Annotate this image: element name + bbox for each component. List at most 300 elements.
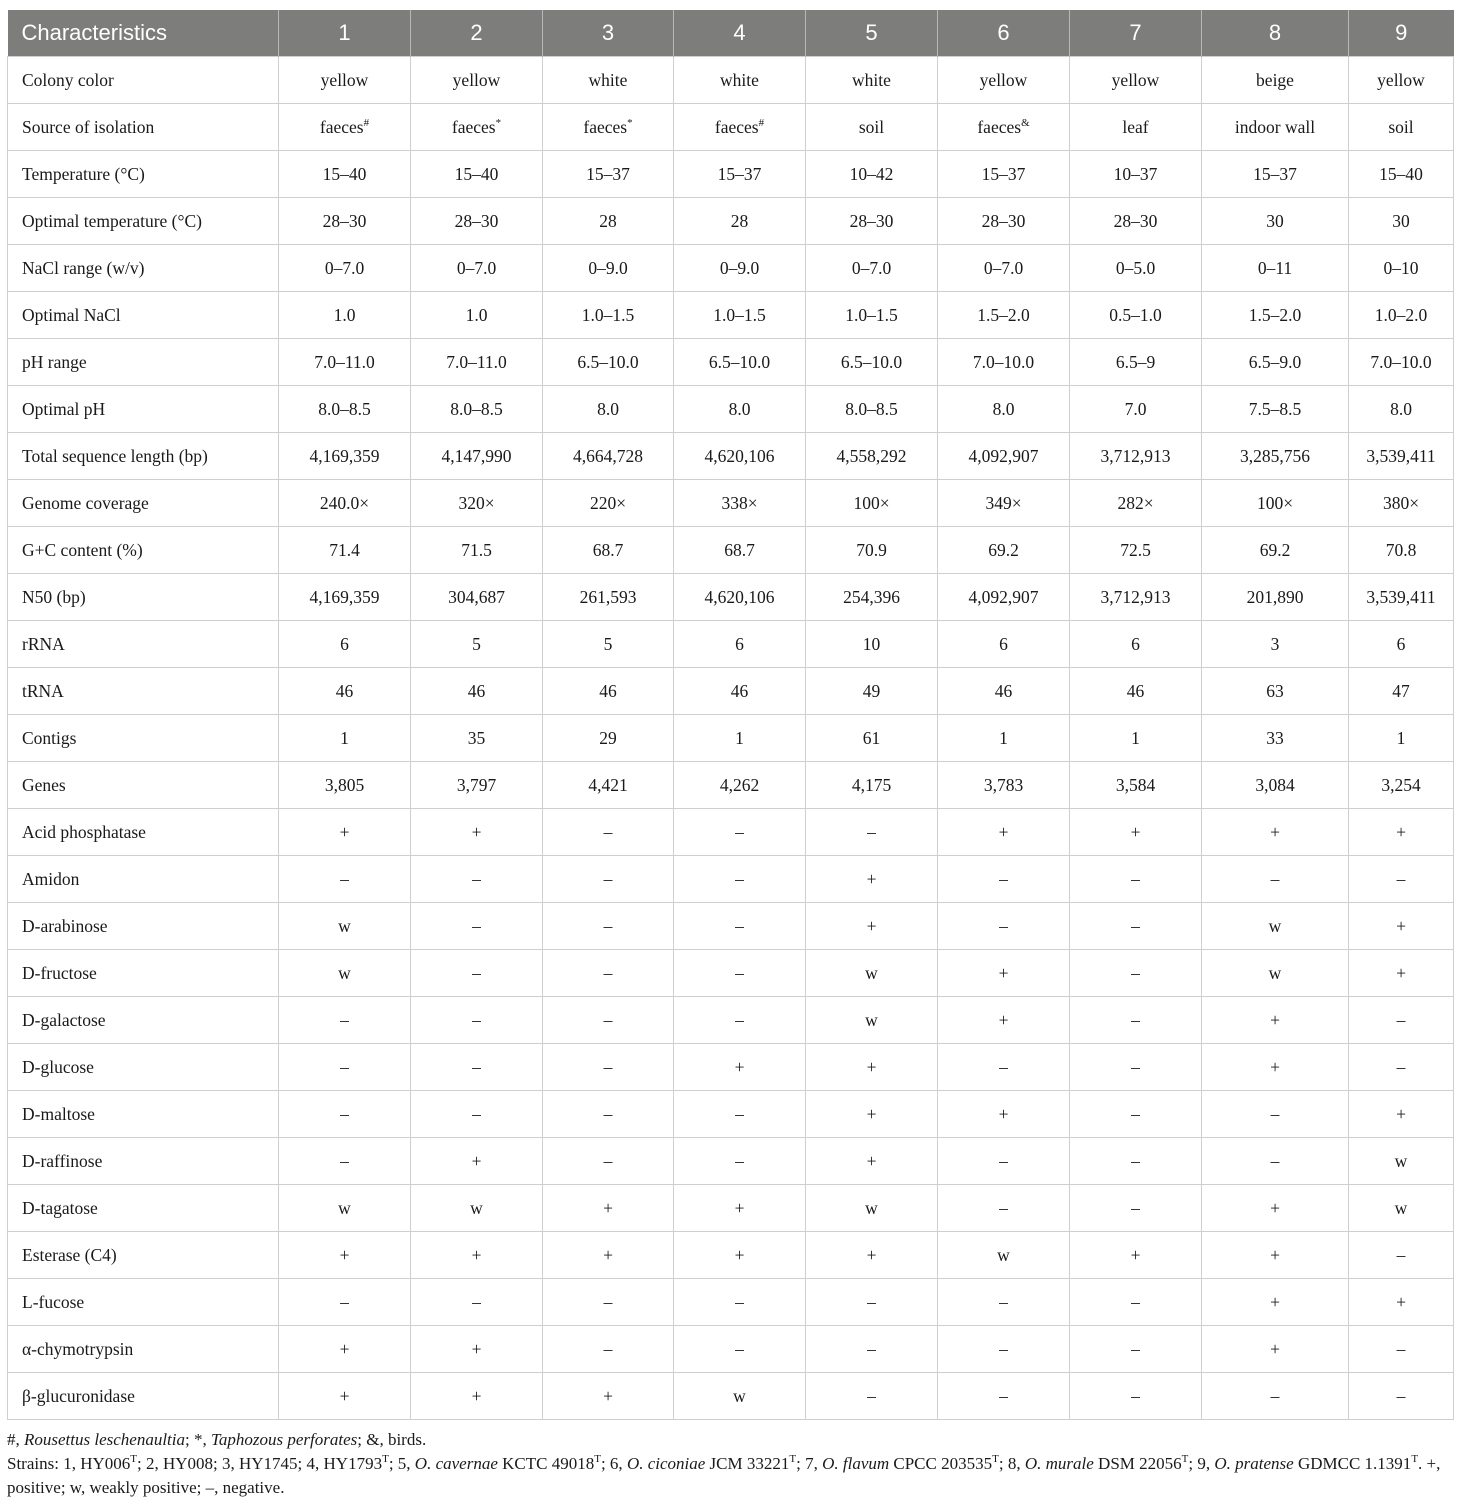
table-cell: 29 — [543, 715, 674, 762]
table-cell: – — [1070, 903, 1202, 950]
table-row — [8, 1091, 1454, 1138]
table-cell: 3 — [1202, 621, 1349, 668]
header-strain-7: 7 — [1070, 10, 1202, 57]
table-cell: w — [279, 950, 411, 997]
table-cell: 8.0–8.5 — [411, 386, 543, 433]
table-row — [8, 57, 1454, 104]
header-strain-4: 4 — [674, 10, 806, 57]
row-label: Optimal NaCl — [8, 292, 279, 339]
row-label: Genes — [8, 762, 279, 809]
table-row — [8, 104, 1454, 151]
row-label: D-maltose — [8, 1091, 279, 1138]
table-cell: + — [938, 1091, 1070, 1138]
table-cell: 8.0 — [674, 386, 806, 433]
table-cell: – — [1349, 1232, 1454, 1279]
table-cell: 30 — [1349, 198, 1454, 245]
table-cell: 70.8 — [1349, 527, 1454, 574]
row-label: Acid phosphatase — [8, 809, 279, 856]
table-cell: 220× — [543, 480, 674, 527]
table-cell: – — [938, 1326, 1070, 1373]
table-cell: w — [674, 1373, 806, 1420]
table-cell: 35 — [411, 715, 543, 762]
table-cell: – — [543, 1091, 674, 1138]
table-cell: 15–37 — [1202, 151, 1349, 198]
table-cell: – — [938, 1373, 1070, 1420]
table-cell: 1.0–1.5 — [806, 292, 938, 339]
table-cell: – — [674, 1279, 806, 1326]
table-cell: + — [279, 809, 411, 856]
table-row — [8, 809, 1454, 856]
table-cell: + — [674, 1044, 806, 1091]
table-cell: – — [1202, 1091, 1349, 1138]
table-cell: 28 — [543, 198, 674, 245]
row-label: D-fructose — [8, 950, 279, 997]
table-cell: 1.0–1.5 — [543, 292, 674, 339]
table-cell: 320× — [411, 480, 543, 527]
table-cell: 254,396 — [806, 574, 938, 621]
table-cell: 71.5 — [411, 527, 543, 574]
table-cell: – — [938, 1279, 1070, 1326]
table-cell: – — [1070, 1373, 1202, 1420]
table-row — [8, 903, 1454, 950]
table-cell: + — [1070, 809, 1202, 856]
table-row — [8, 292, 1454, 339]
table-row — [8, 574, 1454, 621]
table-cell: + — [279, 1326, 411, 1373]
table-cell: 8.0 — [1349, 386, 1454, 433]
table-cell: – — [279, 1044, 411, 1091]
table-cell: – — [1349, 1044, 1454, 1091]
table-cell: 4,262 — [674, 762, 806, 809]
table-cell: 10 — [806, 621, 938, 668]
table-cell: 15–40 — [279, 151, 411, 198]
table-cell: – — [1070, 1326, 1202, 1373]
table-cell: 28–30 — [1070, 198, 1202, 245]
table-cell: 380× — [1349, 480, 1454, 527]
table-cell: – — [806, 1279, 938, 1326]
table-cell: 15–40 — [1349, 151, 1454, 198]
table-cell: – — [411, 997, 543, 1044]
table-cell: 1 — [1070, 715, 1202, 762]
table-cell: faeces& — [938, 104, 1070, 151]
table-cell: + — [1202, 1326, 1349, 1373]
comparison-table — [7, 10, 1454, 1420]
table-cell: + — [1202, 1185, 1349, 1232]
table-cell: – — [1070, 1279, 1202, 1326]
table-cell: + — [411, 1232, 543, 1279]
table-cell: 70.9 — [806, 527, 938, 574]
table-cell: 6.5–10.0 — [806, 339, 938, 386]
row-label: rRNA — [8, 621, 279, 668]
table-cell: – — [543, 1279, 674, 1326]
table-cell: 5 — [543, 621, 674, 668]
table-cell: 100× — [1202, 480, 1349, 527]
table-cell: 69.2 — [938, 527, 1070, 574]
table-cell: 33 — [1202, 715, 1349, 762]
table-row — [8, 1373, 1454, 1420]
row-label: D-raffinose — [8, 1138, 279, 1185]
table-cell: – — [1070, 1185, 1202, 1232]
table-cell: yellow — [411, 57, 543, 104]
table-cell: 3,084 — [1202, 762, 1349, 809]
table-row — [8, 997, 1454, 1044]
table-cell: faeces# — [279, 104, 411, 151]
table-cell: – — [411, 950, 543, 997]
table-cell: – — [279, 997, 411, 1044]
table-cell: yellow — [938, 57, 1070, 104]
table-cell: – — [674, 809, 806, 856]
table-cell: w — [279, 903, 411, 950]
table-cell: w — [806, 1185, 938, 1232]
table-cell: + — [1202, 1279, 1349, 1326]
table-cell: + — [806, 1044, 938, 1091]
table-cell: – — [1070, 856, 1202, 903]
table-cell: – — [674, 856, 806, 903]
table-cell: 0–9.0 — [674, 245, 806, 292]
table-cell: 4,620,106 — [674, 574, 806, 621]
table-cell: 46 — [1070, 668, 1202, 715]
table-cell: – — [411, 1044, 543, 1091]
table-cell: 28 — [674, 198, 806, 245]
table-cell: – — [1349, 997, 1454, 1044]
table-cell: + — [806, 1091, 938, 1138]
row-label: Optimal temperature (°C) — [8, 198, 279, 245]
table-cell: 6 — [674, 621, 806, 668]
table-cell: + — [806, 903, 938, 950]
table-cell: 7.0–11.0 — [411, 339, 543, 386]
table-cell: + — [1349, 1279, 1454, 1326]
header-strain-6: 6 — [938, 10, 1070, 57]
table-cell: + — [411, 809, 543, 856]
table-cell: – — [543, 1044, 674, 1091]
table-cell: – — [411, 1091, 543, 1138]
table-cell: – — [543, 1138, 674, 1185]
table-cell: yellow — [279, 57, 411, 104]
table-cell: + — [1202, 1232, 1349, 1279]
table-cell: + — [938, 950, 1070, 997]
table-cell: + — [543, 1232, 674, 1279]
table-cell: 100× — [806, 480, 938, 527]
table-cell: 1.0 — [411, 292, 543, 339]
table-cell: 0.5–1.0 — [1070, 292, 1202, 339]
table-cell: 46 — [279, 668, 411, 715]
table-cell: – — [543, 950, 674, 997]
table-cell: 4,664,728 — [543, 433, 674, 480]
table-cell: 4,421 — [543, 762, 674, 809]
table-cell: 28–30 — [411, 198, 543, 245]
table-cell: w — [1349, 1185, 1454, 1232]
source-footnote-mark: * — [495, 116, 502, 129]
table-cell: + — [279, 1373, 411, 1420]
table-row — [8, 198, 1454, 245]
table-cell: + — [1349, 1091, 1454, 1138]
table-cell: 4,175 — [806, 762, 938, 809]
table-cell: 7.0–10.0 — [938, 339, 1070, 386]
table-cell: 1 — [279, 715, 411, 762]
table-cell: 1.5–2.0 — [1202, 292, 1349, 339]
table-cell: – — [674, 903, 806, 950]
table-cell: 69.2 — [1202, 527, 1349, 574]
table-cell: 5 — [411, 621, 543, 668]
table-cell: 4,169,359 — [279, 574, 411, 621]
source-footnote-mark: * — [627, 116, 633, 129]
table-cell: – — [411, 856, 543, 903]
table-cell: 3,539,411 — [1349, 433, 1454, 480]
row-label: pH range — [8, 339, 279, 386]
table-cell: 8.0–8.5 — [806, 386, 938, 433]
table-cell: white — [806, 57, 938, 104]
table-cell: 1.0–1.5 — [674, 292, 806, 339]
table-cell: 6.5–10.0 — [674, 339, 806, 386]
table-cell: yellow — [1070, 57, 1202, 104]
table-cell: 3,584 — [1070, 762, 1202, 809]
table-cell: 4,092,907 — [938, 433, 1070, 480]
table-cell: – — [938, 1138, 1070, 1185]
table-cell: – — [938, 1044, 1070, 1091]
table-cell: 3,254 — [1349, 762, 1454, 809]
row-label: tRNA — [8, 668, 279, 715]
table-cell: beige — [1202, 57, 1349, 104]
table-cell: – — [1070, 997, 1202, 1044]
table-cell: + — [1349, 809, 1454, 856]
table-cell: 10–42 — [806, 151, 938, 198]
table-cell: – — [674, 1091, 806, 1138]
table-row — [8, 762, 1454, 809]
footnote-hosts: #, Rousettus leschenaultia; *, Taphozous perforates; &, birds. — [7, 1430, 427, 1449]
table-cell: 6.5–9.0 — [1202, 339, 1349, 386]
table-row — [8, 856, 1454, 903]
table-cell: 0–11 — [1202, 245, 1349, 292]
row-label: Source of isolation — [8, 104, 279, 151]
table-cell: 7.0 — [1070, 386, 1202, 433]
table-cell: 68.7 — [543, 527, 674, 574]
table-cell: 1 — [674, 715, 806, 762]
table-cell: + — [806, 856, 938, 903]
table-cell: – — [1202, 856, 1349, 903]
table-cell: – — [279, 1091, 411, 1138]
table-cell: w — [806, 950, 938, 997]
table-cell: – — [1070, 950, 1202, 997]
table-cell: 71.4 — [279, 527, 411, 574]
table-cell: 30 — [1202, 198, 1349, 245]
table-row — [8, 715, 1454, 762]
table-cell: 63 — [1202, 668, 1349, 715]
table-cell: – — [674, 1138, 806, 1185]
table-cell: – — [806, 809, 938, 856]
source-footnote-mark: & — [1021, 116, 1030, 129]
table-cell: 349× — [938, 480, 1070, 527]
table-cell: – — [806, 1373, 938, 1420]
table-row — [8, 950, 1454, 997]
table-cell: 6 — [1070, 621, 1202, 668]
table-cell: – — [543, 903, 674, 950]
table-cell: leaf — [1070, 104, 1202, 151]
header-strain-2: 2 — [411, 10, 543, 57]
table-cell: 261,593 — [543, 574, 674, 621]
table-cell: – — [1349, 856, 1454, 903]
table-row — [8, 433, 1454, 480]
table-cell: 47 — [1349, 668, 1454, 715]
table-cell: 72.5 — [1070, 527, 1202, 574]
table-cell: 7.0–11.0 — [279, 339, 411, 386]
table-cell: + — [1349, 903, 1454, 950]
table-row — [8, 1279, 1454, 1326]
table-cell: 28–30 — [806, 198, 938, 245]
table-cell: w — [938, 1232, 1070, 1279]
table-cell: 10–37 — [1070, 151, 1202, 198]
table-cell: 3,797 — [411, 762, 543, 809]
table-row — [8, 480, 1454, 527]
table-cell: – — [543, 1326, 674, 1373]
table-cell: w — [1349, 1138, 1454, 1185]
table-row — [8, 339, 1454, 386]
table-cell: 201,890 — [1202, 574, 1349, 621]
row-label: D-galactose — [8, 997, 279, 1044]
row-label: Temperature (°C) — [8, 151, 279, 198]
table-cell: 304,687 — [411, 574, 543, 621]
table-cell: 46 — [543, 668, 674, 715]
table-cell: + — [806, 1138, 938, 1185]
table-row — [8, 1185, 1454, 1232]
table-cell: 68.7 — [674, 527, 806, 574]
table-body — [8, 57, 1454, 1420]
table-row — [8, 1044, 1454, 1091]
header-strain-3: 3 — [543, 10, 674, 57]
table-cell: 0–10 — [1349, 245, 1454, 292]
table-cell: 1 — [1349, 715, 1454, 762]
row-label: Total sequence length (bp) — [8, 433, 279, 480]
table-cell: 8.0–8.5 — [279, 386, 411, 433]
table-cell: white — [674, 57, 806, 104]
table-cell: – — [279, 1138, 411, 1185]
row-label: Contigs — [8, 715, 279, 762]
table-cell: + — [1202, 1044, 1349, 1091]
table-cell: – — [411, 1279, 543, 1326]
table-cell: 15–37 — [938, 151, 1070, 198]
table-cell: 15–37 — [543, 151, 674, 198]
table-cell: – — [1349, 1373, 1454, 1420]
table-cell: + — [938, 997, 1070, 1044]
table-cell: + — [1202, 809, 1349, 856]
table-cell: 4,092,907 — [938, 574, 1070, 621]
table-cell: 4,620,106 — [674, 433, 806, 480]
table-cell: + — [411, 1373, 543, 1420]
table-cell: 3,712,913 — [1070, 433, 1202, 480]
table-cell: + — [543, 1185, 674, 1232]
table-cell: 4,558,292 — [806, 433, 938, 480]
source-footnote-mark: # — [363, 116, 370, 129]
table-cell: white — [543, 57, 674, 104]
table-cell: – — [938, 1185, 1070, 1232]
table-cell: + — [1070, 1232, 1202, 1279]
table-row — [8, 527, 1454, 574]
table-cell: 3,805 — [279, 762, 411, 809]
table-cell: – — [1349, 1326, 1454, 1373]
table-cell: 28–30 — [938, 198, 1070, 245]
table-cell: + — [543, 1373, 674, 1420]
table-cell: – — [411, 903, 543, 950]
table-cell: 6 — [279, 621, 411, 668]
table-cell: 61 — [806, 715, 938, 762]
table-row — [8, 1326, 1454, 1373]
table-cell: – — [543, 997, 674, 1044]
table-cell: – — [1070, 1138, 1202, 1185]
table-cell: – — [806, 1326, 938, 1373]
table-cell: + — [411, 1326, 543, 1373]
table-row — [8, 245, 1454, 292]
row-label: D-glucose — [8, 1044, 279, 1091]
table-cell: – — [1202, 1138, 1349, 1185]
table-cell: faeces# — [674, 104, 806, 151]
table-cell: – — [279, 856, 411, 903]
table-cell: 3,712,913 — [1070, 574, 1202, 621]
table-cell: 46 — [674, 668, 806, 715]
row-label: L-fucose — [8, 1279, 279, 1326]
table-cell: faeces* — [411, 104, 543, 151]
footnotes — [7, 1428, 1453, 1500]
table-cell: 49 — [806, 668, 938, 715]
row-label: D-arabinose — [8, 903, 279, 950]
table-cell: – — [674, 950, 806, 997]
table-cell: 3,285,756 — [1202, 433, 1349, 480]
row-label: D-tagatose — [8, 1185, 279, 1232]
table-cell: – — [1070, 1091, 1202, 1138]
table-cell: – — [938, 903, 1070, 950]
table-row — [8, 1138, 1454, 1185]
table-cell: 7.0–10.0 — [1349, 339, 1454, 386]
header-strain-9: 9 — [1349, 10, 1454, 57]
table-cell: 0–7.0 — [806, 245, 938, 292]
table-row — [8, 386, 1454, 433]
table-cell: 8.0 — [938, 386, 1070, 433]
table-cell: + — [674, 1185, 806, 1232]
row-label: α-chymotrypsin — [8, 1326, 279, 1373]
table-cell: 338× — [674, 480, 806, 527]
table-cell: – — [543, 809, 674, 856]
table-cell: – — [1070, 1044, 1202, 1091]
table-row — [8, 151, 1454, 198]
header-strain-1: 1 — [279, 10, 411, 57]
table-cell: – — [938, 856, 1070, 903]
table-row — [8, 1232, 1454, 1279]
table-cell: + — [1349, 950, 1454, 997]
table-cell: – — [1202, 1373, 1349, 1420]
table-cell: – — [279, 1279, 411, 1326]
table-cell: + — [1202, 997, 1349, 1044]
table-cell: + — [674, 1232, 806, 1279]
row-label: Esterase (C4) — [8, 1232, 279, 1279]
table-cell: 1 — [938, 715, 1070, 762]
row-label: β-glucuronidase — [8, 1373, 279, 1420]
table-cell: 4,147,990 — [411, 433, 543, 480]
table-cell: + — [938, 809, 1070, 856]
table-cell: 1.0–2.0 — [1349, 292, 1454, 339]
table-cell: w — [411, 1185, 543, 1232]
table-cell: 6.5–9 — [1070, 339, 1202, 386]
table-cell: – — [674, 1326, 806, 1373]
table-cell: w — [806, 997, 938, 1044]
table-cell: + — [279, 1232, 411, 1279]
table-cell: 282× — [1070, 480, 1202, 527]
table-cell: 240.0× — [279, 480, 411, 527]
table-cell: 1.5–2.0 — [938, 292, 1070, 339]
table-cell: – — [543, 856, 674, 903]
table-row — [8, 668, 1454, 715]
table-cell: 1.0 — [279, 292, 411, 339]
table-cell: w — [1202, 903, 1349, 950]
row-label: G+C content (%) — [8, 527, 279, 574]
table-cell: 0–7.0 — [938, 245, 1070, 292]
